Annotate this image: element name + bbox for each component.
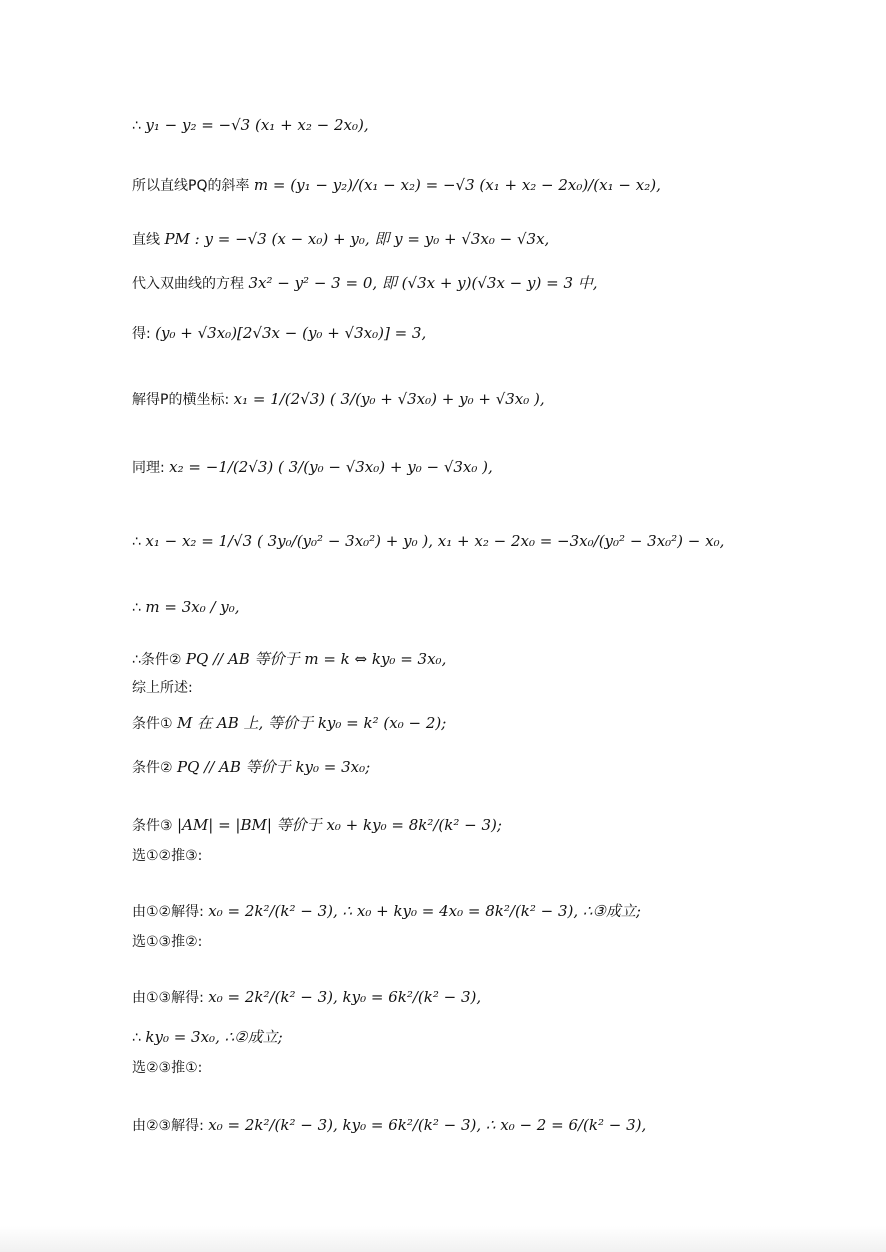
math-expression: x₁ = 1/(2√3) ( 3/(y₀ + √3x₀) + y₀ + √3x₀ ),: [233, 390, 545, 408]
line-label: 所以直线PQ的斜率: [132, 178, 250, 194]
line-label: 解得P的横坐标:: [132, 392, 230, 408]
page-bottom-shadow: [0, 1226, 886, 1252]
math-expression: PQ // AB 等价于 ky₀ = 3x₀;: [177, 758, 371, 776]
math-expression: y₁ − y₂ = −√3 (x₁ + x₂ − 2x₀),: [145, 116, 369, 134]
line-label: 得:: [132, 326, 151, 342]
line-label: 由①②解得:: [132, 904, 204, 920]
line-label: ∴: [132, 600, 141, 616]
line-label: ∴: [132, 118, 141, 134]
math-expression: ky₀ = 3x₀, ∴②成立;: [145, 1028, 283, 1046]
line-label: 选①②推③:: [132, 848, 203, 864]
text-line: [132, 460, 493, 475]
line-label: 由①③解得:: [132, 990, 204, 1006]
line-label: 条件②: [132, 760, 173, 776]
math-expression: PQ // AB 等价于 m = k ⇔ ky₀ = 3x₀,: [185, 650, 447, 668]
line-label: 选②③推①:: [132, 1060, 203, 1076]
text-line: [132, 934, 202, 949]
math-expression: (y₀ + √3x₀)[2√3x − (y₀ + √3x₀)] = 3,: [155, 324, 427, 342]
text-line: [132, 118, 369, 133]
line-label: ∴条件②: [132, 652, 182, 668]
text-line: [132, 652, 446, 667]
math-expression: x₂ = −1/(2√3) ( 3/(y₀ − √3x₀) + y₀ − √3x₀ ),: [169, 458, 493, 476]
text-line: [132, 1118, 646, 1133]
math-expression: m = (y₁ − y₂)/(x₁ − x₂) = −√3 (x₁ + x₂ − 2x₀)/(x₁ − x₂),: [253, 176, 661, 194]
line-label: 选①③推②:: [132, 934, 203, 950]
line-label: 代入双曲线的方程: [132, 276, 244, 292]
text-line: [132, 600, 240, 615]
text-line: [132, 276, 598, 291]
text-line: [132, 178, 661, 193]
math-expression: m = 3x₀ / y₀,: [145, 598, 240, 616]
line-label: 条件①: [132, 716, 173, 732]
text-line: [132, 392, 545, 407]
line-label: 直线: [132, 232, 160, 248]
line-label: 条件③: [132, 818, 173, 834]
math-expression: |AM| = |BM| 等价于 x₀ + ky₀ = 8k²/(k² − 3);: [177, 816, 502, 834]
text-line: [132, 818, 502, 833]
line-label: 综上所述:: [132, 680, 193, 696]
math-expression: 3x² − y² − 3 = 0, 即 (√3x + y)(√3x − y) = 3 中,: [248, 274, 598, 292]
text-line: [132, 716, 446, 731]
text-line: [132, 848, 202, 863]
math-expression: M 在 AB 上, 等价于 ky₀ = k² (x₀ − 2);: [177, 714, 447, 732]
line-label: 由②③解得:: [132, 1118, 204, 1134]
text-line: [132, 904, 641, 919]
text-line: [132, 534, 724, 549]
line-label: ∴: [132, 1030, 141, 1046]
math-expression: PM : y = −√3 (x − x₀) + y₀, 即 y = y₀ + √3x₀ − √3x,: [164, 230, 550, 248]
line-label: ∴: [132, 534, 141, 550]
text-line: [132, 680, 193, 695]
text-line: [132, 1030, 283, 1045]
math-expression: x₀ = 2k²/(k² − 3), ∴ x₀ + ky₀ = 4x₀ = 8k²/(k² − 3), ∴③成立;: [208, 902, 641, 920]
text-line: [132, 760, 370, 775]
line-label: 同理:: [132, 460, 165, 476]
text-line: [132, 326, 426, 341]
math-expression: x₁ − x₂ = 1/√3 ( 3y₀/(y₀² − 3x₀²) + y₀ ), x₁ + x₂ − 2x₀ = −3x₀/(y₀² − 3x₀²) − x₀,: [145, 532, 725, 550]
text-line: [132, 232, 549, 247]
text-line: [132, 990, 481, 1005]
text-line: [132, 1060, 202, 1075]
math-expression: x₀ = 2k²/(k² − 3), ky₀ = 6k²/(k² − 3),: [208, 988, 482, 1006]
math-expression: x₀ = 2k²/(k² − 3), ky₀ = 6k²/(k² − 3), ∴ x₀ − 2 = 6/(k² − 3),: [208, 1116, 647, 1134]
